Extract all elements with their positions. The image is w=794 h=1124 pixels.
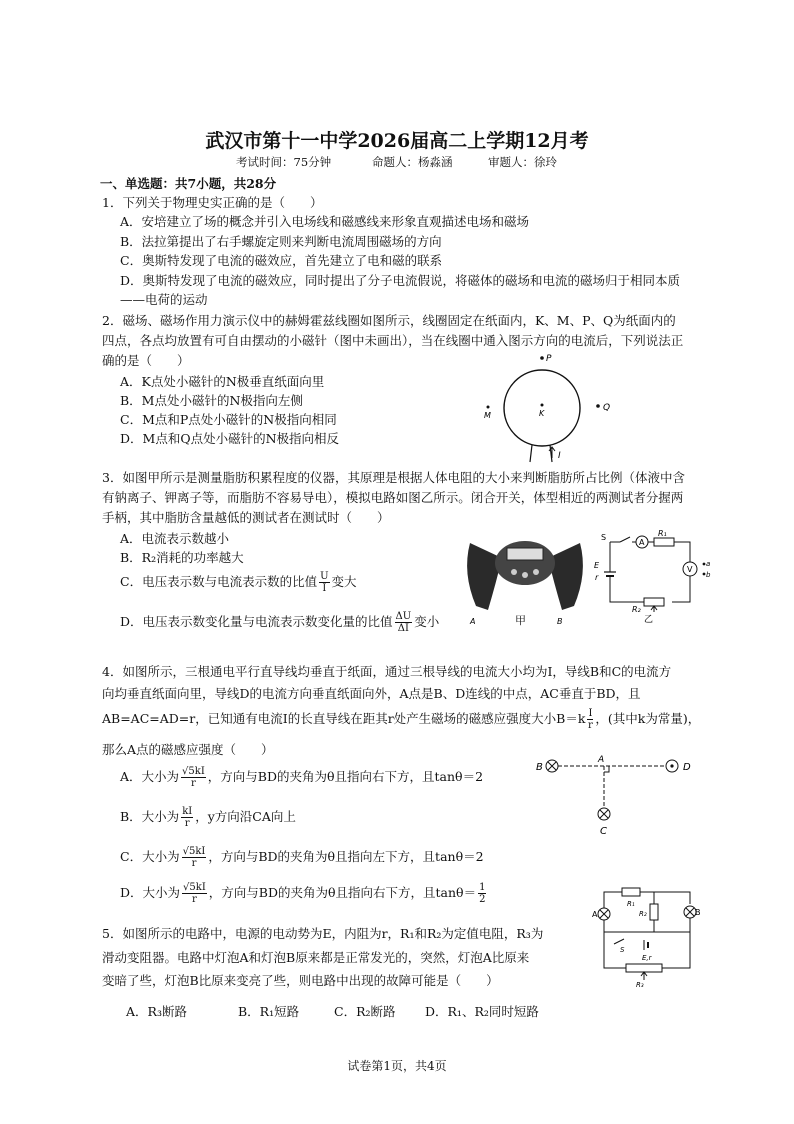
exam-time: 考试时间：75分钟 <box>236 155 332 169</box>
q3-option-d: D．电压表示数变化量与电流表示数变化量的比值 $\frac{\Delta U}{\Delta I}$ 变小 <box>120 611 440 634</box>
fat-meter-device-figure <box>462 528 592 628</box>
three-wires-figure <box>532 748 722 838</box>
resistor-r1 <box>654 538 674 546</box>
q3-stem-1: 3．如图甲所示是测量脂肪积累程度的仪器，其原理是根据人体电阻的大小来判断脂肪所占比例（体液中含 <box>102 470 685 485</box>
section-heading: 一、单选题：共7小题，共28分 <box>100 176 277 191</box>
q5-option-d: D．R₁、R₂同时短路 <box>425 1004 539 1019</box>
device-button-1 <box>511 569 517 575</box>
lead-wire-left <box>530 445 532 462</box>
q5-option-c: C．R₂断路 <box>334 1004 396 1019</box>
q3-option-a: A．电流表示数越小 <box>120 531 230 546</box>
q3-option-b: B．R₂消耗的功率越大 <box>120 550 244 565</box>
figure-yi-label: 乙 <box>644 615 654 623</box>
rheostat-slider <box>651 606 657 612</box>
exam-title: 武汉市第十一中学2026届高二上学期12月考 <box>205 130 589 152</box>
label-q: Q <box>603 403 611 413</box>
q5-option-b: B．R₁短路 <box>238 1004 300 1019</box>
label-source: E,r <box>642 954 652 962</box>
label-current: I <box>558 451 561 461</box>
q3-option-d-fraction: $\frac{\Delta U}{\Delta I}$ <box>395 611 412 634</box>
exam-author: 命题人：杨淼涵 <box>372 155 453 169</box>
q1-option-a: A．安培建立了场的概念并引入电场线和磁感线来形象直观描述电场和磁场 <box>120 214 530 229</box>
right-angle-mark <box>604 766 609 772</box>
q2-option-c: C．M点和P点处小磁针的N极指向相同 <box>120 412 337 427</box>
q1-option-c: C．奥斯特发现了电流的磁效应，首先建立了电和磁的联系 <box>120 253 443 268</box>
label-wire-c: C <box>600 826 607 837</box>
label-r1: R₁ <box>627 900 635 908</box>
q2-option-b: B．M点处小磁针的N极指向左侧 <box>120 393 303 408</box>
label-p: P <box>546 354 552 364</box>
resistor-r1 <box>622 888 640 896</box>
device-button-2 <box>522 572 528 578</box>
label-wire-b: B <box>536 762 543 773</box>
left-handle <box>467 543 502 610</box>
label-s: S <box>601 533 607 542</box>
label-lamp-a: A <box>592 910 598 919</box>
q5-stem-2: 滑动变阻器。电路中灯泡A和灯泡B原来都是正常发光的，突然，灯泡A比原来 <box>102 950 530 965</box>
q4-option-a: A．大小为 $\frac{√5kI}{r}$ ，方向与BD的夹角为θ且指向右下方，且tanθ＝2 <box>120 766 484 789</box>
switch-s <box>614 939 624 944</box>
q5-option-a: A．R₃断路 <box>126 1004 187 1019</box>
label-a: a <box>706 560 711 568</box>
fat-meter-circuit-figure <box>592 528 712 623</box>
q1-stem: 1．下列关于物理史实正确的是（ ） <box>102 195 323 210</box>
device-screen <box>507 548 543 560</box>
point-k <box>541 404 544 407</box>
label-b: b <box>706 571 711 579</box>
label-e: E <box>594 561 600 570</box>
q3-stem-2: 有钠离子、钾离子等，而脂肪不容易导电），模拟电路如图乙所示。闭合开关，体型相近的两测试者分握两 <box>102 490 684 505</box>
coil-circle <box>504 370 580 446</box>
handle-label-b: B <box>557 617 563 626</box>
q2-stem-3: 确的是（ ） <box>102 353 190 368</box>
handle-label-a: A <box>470 617 476 626</box>
q1-option-d-cont: ——电荷的运动 <box>120 292 208 307</box>
label-s: S <box>620 946 625 954</box>
q3-option-c-text: C．电压表示数与电流表示数的比值 <box>120 574 318 589</box>
label-r1: R₁ <box>658 529 667 538</box>
q1-option-b: B．法拉第提出了右手螺旋定则来判断电流周围磁场的方向 <box>120 234 442 249</box>
point-p <box>540 356 544 360</box>
switch-s <box>620 537 630 542</box>
q4-option-c: C．大小为 $\frac{√5kI}{r}$ ，方向与BD的夹角为θ且指向左下方，且tanθ＝2 <box>120 846 484 869</box>
q4-option-d: D．大小为 $\frac{√5kI}{r}$ ，方向与BD的夹角为θ且指向右下方，且tanθ＝ $\frac{1}{2}$ <box>120 882 486 905</box>
exam-reviewer: 审题人：徐玲 <box>488 155 557 169</box>
q4-stem-2: 向均垂直纸面向里，导线D的电流方向垂直纸面向外，A点是B、D连线的中点，AC垂直于BD，且 <box>102 686 641 701</box>
page-footer: 试卷第1页，共4页 <box>347 1059 447 1073</box>
svg-text:A: A <box>639 538 645 547</box>
q3-option-c-fraction: $\frac{U}{I}$ <box>320 571 329 594</box>
q4-stem-4: 那么A点的磁感应强度（ ） <box>102 742 274 757</box>
q2-option-a: A．K点处小磁针的N极垂直纸面向里 <box>120 374 325 389</box>
q5-stem-1: 5．如图所示的电路中，电源的电动势为E，内阻为r，R₁和R₂为定值电阻，R₃为 <box>102 926 544 941</box>
label-k: K <box>539 409 545 418</box>
label-r2: R₂ <box>639 910 647 918</box>
point-q <box>596 404 600 408</box>
q3-option-d-text: D．电压表示数变化量与电流表示数变化量的比值 <box>120 614 393 629</box>
label-wire-d: D <box>683 762 691 773</box>
q1-option-d: D．奥斯特发现了电流的磁效应，同时提出了分子电流假说，将磁体的磁场和电流的磁场归于相同本质 <box>120 273 681 288</box>
label-r: r <box>595 573 599 582</box>
q4-option-b: B．大小为 $\frac{kI}{r}$ ，y方向沿CA向上 <box>120 806 296 829</box>
helmholtz-coil-figure <box>470 350 650 465</box>
point-m <box>487 406 490 409</box>
lamps-circuit-figure <box>592 884 702 990</box>
q5-stem-3: 变暗了些，灯泡B比原来变亮了些，则电路中出现的故障可能是（ ） <box>102 973 499 988</box>
resistor-r2 <box>650 904 658 920</box>
right-handle <box>548 543 583 610</box>
q3-option-c: C．电压表示数与电流表示数的比值 $\frac{U}{I}$ 变大 <box>120 571 357 594</box>
q4-stem-3: AB=AC=AD=r，已知通有电流I的长直导线在距其r处产生磁场的磁感应强度大小B＝k $\frac{I}{r}$ ，(其中k为常量)， <box>102 708 701 731</box>
q2-stem-1: 2．磁场、磁场作用力演示仪中的赫姆霍兹线圈如图所示，线圈固定在纸面内，K、M、P、Q为纸面内的 <box>102 313 676 328</box>
label-r2: R₂ <box>632 605 641 614</box>
device-button-3 <box>533 569 539 575</box>
svg-text:V: V <box>687 565 693 574</box>
q3-stem-3: 手柄，其中脂肪含量越低的测试者在测试时（ ） <box>102 510 390 525</box>
q2-stem-2: 四点，各点均放置有可自由摆动的小磁针（图中未画出），当在线圈中通入图示方向的电流后，下列说法正 <box>102 333 684 348</box>
label-r3: R₃ <box>636 981 644 989</box>
label-m: M <box>484 411 491 420</box>
figure-jia-label: 甲 <box>515 614 526 627</box>
label-lamp-b: B <box>695 908 701 917</box>
label-point-a: A <box>598 755 605 765</box>
resistor-r2 <box>644 598 664 606</box>
q2-option-d: D．M点和Q点处小磁针的N极指向相反 <box>120 431 340 446</box>
q4-b-formula-fraction: $\frac{I}{r}$ <box>588 708 593 731</box>
rheostat-r3 <box>626 964 662 972</box>
q4-stem-1: 4．如图所示，三根通电平行直导线均垂直于纸面，通过三根导线的电流大小均为I，导线B和C的电流方 <box>102 664 672 679</box>
